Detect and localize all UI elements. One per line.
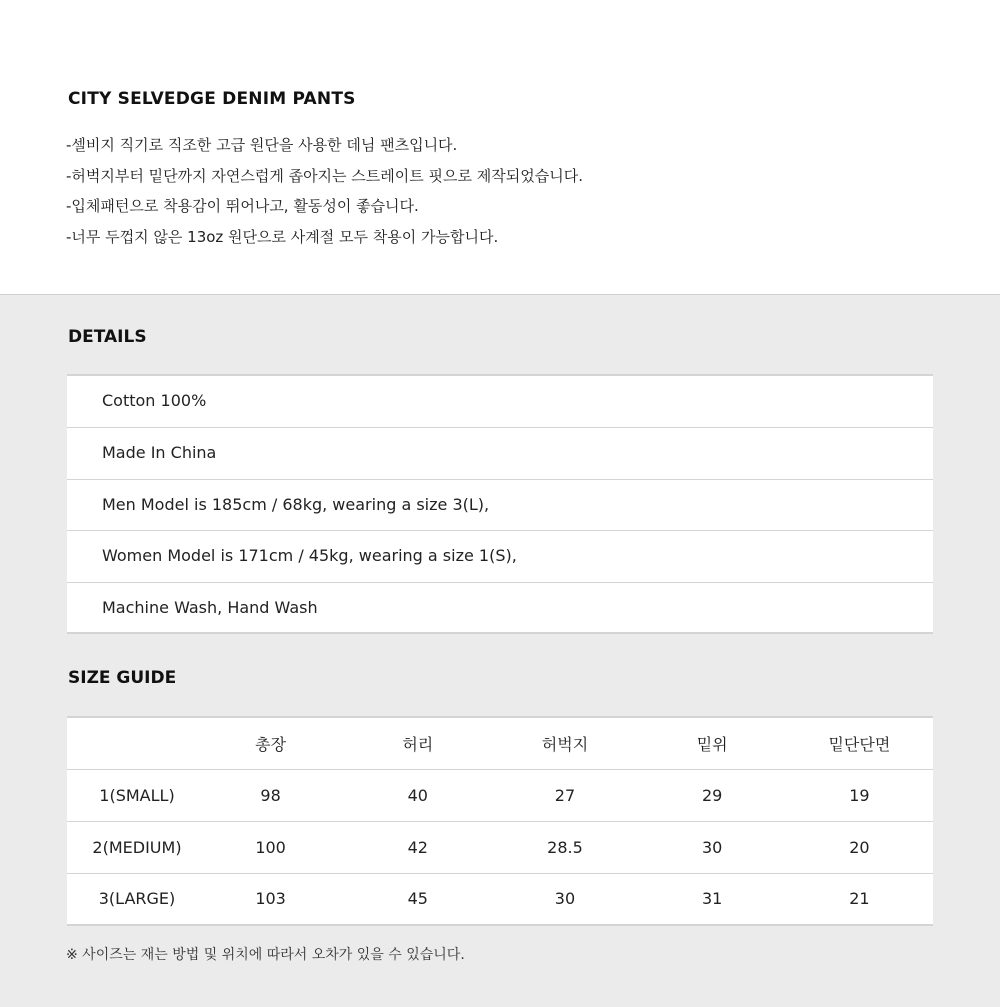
header-cell: 허벅지	[491, 717, 638, 769]
table-cell: 30	[639, 821, 786, 873]
detail-item: Made In China	[67, 428, 933, 480]
table-cell: 45	[407, 889, 428, 909]
table-cell: 40	[344, 769, 491, 821]
product-description-list	[66, 133, 583, 255]
description-line: -허벅지부터 밑단까지 자연스럽게 좁아지는 스트레이트 핏으로 제작되었습니다.	[66, 166, 583, 185]
detail-item: Machine Wash, Hand Wash	[102, 598, 318, 618]
detail-item: Cotton 100%	[67, 376, 933, 428]
table-cell: 20	[786, 821, 933, 873]
product-intro-section	[0, 0, 1000, 294]
table-cell: 31	[701, 889, 723, 909]
table-cell: 103	[255, 889, 286, 909]
table-cell: 28.5	[491, 821, 638, 873]
details-list	[67, 374, 933, 634]
table-row	[67, 821, 933, 873]
size-label-cell: 2(MEDIUM)	[67, 821, 197, 873]
table-cell: 100	[197, 821, 344, 873]
table-cell: 27	[491, 769, 638, 821]
table-cell: 29	[639, 769, 786, 821]
size-guide-heading: SIZE GUIDE	[68, 668, 177, 688]
size-label-cell: 3(LARGE)	[98, 889, 176, 909]
header-cell: 밑위	[639, 717, 786, 769]
product-info-section	[0, 294, 1000, 1007]
table-cell: 42	[344, 821, 491, 873]
table-cell: 30	[554, 889, 576, 909]
detail-item: Men Model is 185cm / 68kg, wearing a size 3(L),	[67, 480, 933, 532]
table-cell: 19	[786, 769, 933, 821]
header-cell: 허리	[344, 717, 491, 769]
description-line: -입체패턴으로 착용감이 뛰어나고, 활동성이 좋습니다.	[66, 197, 419, 215]
size-note: ※ 사이즈는 재는 방법 및 위치에 따라서 오차가 있을 수 있습니다.	[66, 947, 465, 963]
description-line: -셀비지 직기로 직조한 고급 원단을 사용한 데님 팬츠입니다.	[66, 136, 458, 154]
header-cell: 총장	[197, 717, 344, 769]
table-cell: 21	[849, 889, 870, 909]
detail-item: Women Model is 171cm / 45kg, wearing a size 1(S),	[67, 531, 933, 583]
description-line: -너무 두껍지 않은 13oz 원단으로 사계절 모두 착용이 가능합니다.	[66, 227, 499, 246]
header-cell	[67, 717, 197, 769]
table-header-row	[67, 717, 933, 769]
table-cell: 98	[197, 769, 344, 821]
product-title: CITY SELVEDGE DENIM PANTS	[68, 89, 356, 109]
table-row	[67, 769, 933, 821]
header-cell: 밑단단면	[786, 717, 933, 769]
size-guide-table	[67, 716, 933, 926]
size-label-cell: 1(SMALL)	[67, 769, 197, 821]
details-heading: DETAILS	[68, 327, 147, 347]
table-row	[67, 873, 933, 925]
